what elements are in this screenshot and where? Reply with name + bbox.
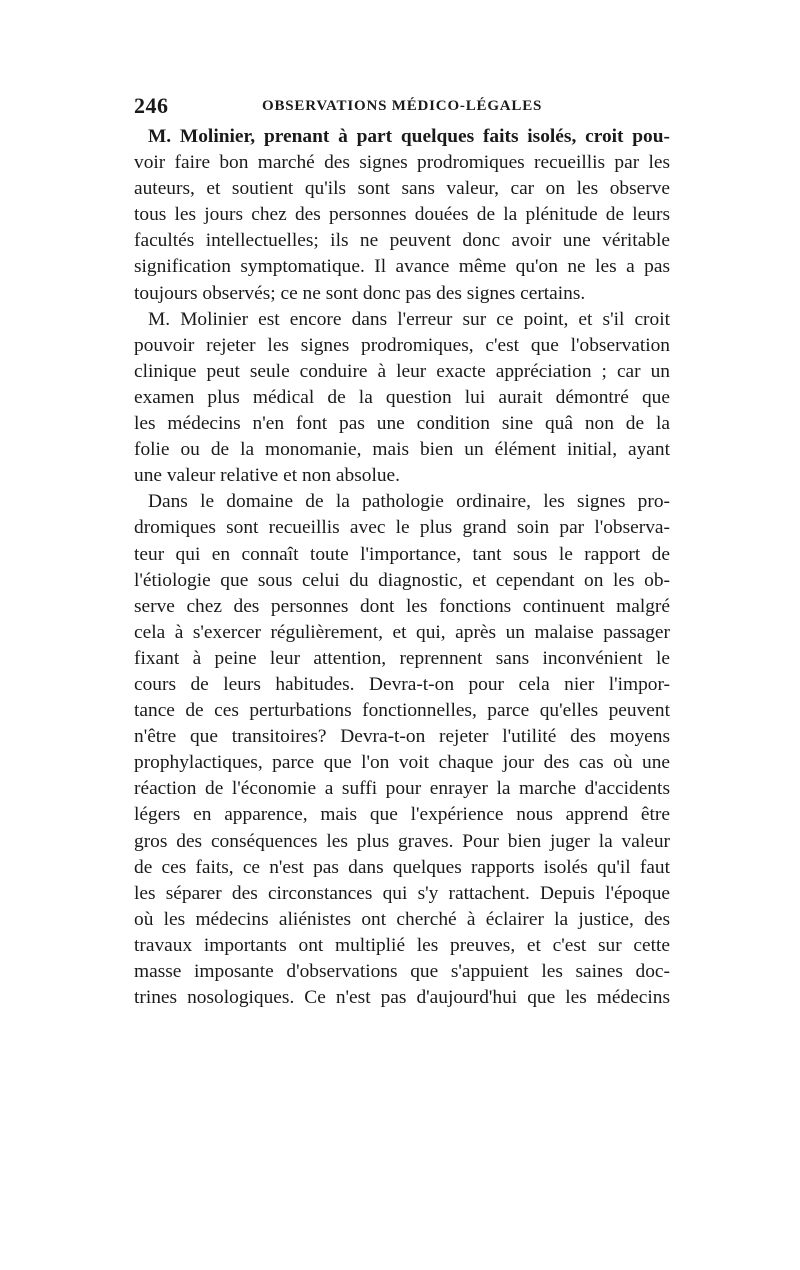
text-line: où les médecins aliénistes ont cherché à éclairer la justice, des [134,908,670,930]
text-line: voir faire bon marché des signes prodromiques recueillis par les [134,152,670,174]
text-line: serve chez des personnes dont les fonctions continuent malgré [134,595,670,617]
text-line: de ces faits, ce n'est pas dans quelques rapports isolés qu'il faut [134,856,670,878]
text-line: M. Molinier, prenant à part quelques faits isolés, croit pou- [148,126,670,147]
text-line: prophylactiques, parce que l'on voit chaque jour des cas où une [134,752,670,774]
text-line: auteurs, et soutient qu'ils sont sans valeur, car on les observe [134,178,670,200]
text-line: facultés intellectuelles; ils ne peuvent donc avoir une véritable [134,230,670,252]
text-line: M. Molinier est encore dans l'erreur sur ce point, et s'il croit [148,308,670,330]
text-line: gros des conséquences les plus graves. Pour bien juger la valeur [134,830,670,852]
text-line: teur qui en connaît toute l'importance, tant sous le rapport de [134,543,670,565]
text-line: travaux importants ont multiplié les preuves, et c'est sur cette [134,934,670,956]
text-line: clinique peut seule conduire à leur exacte appréciation ; car un [134,360,670,382]
text-line: cours de leurs habitudes. Devra-t-on pour cela nier l'impor- [134,673,670,695]
text-line: les médecins n'en font pas une condition sine quâ non de la [134,413,670,435]
text-line: toujours observés; ce ne sont donc pas des signes certains. [134,282,586,304]
text-line: tance de ces perturbations fonctionnelles, parce qu'elles peuvent [134,700,670,722]
text-line: examen plus médical de la question lui aurait démontré que [134,386,670,408]
text-line: une valeur relative et non absolue. [134,465,400,487]
text-line: dromiques sont recueillis avec le plus grand soin par l'observa- [134,517,670,539]
text-line: les séparer des circonstances qui s'y rattachent. Depuis l'époque [134,882,670,904]
body-text [134,124,670,1011]
text-line: n'être que transitoires? Devra-t-on rejeter l'utilité des moyens [134,726,670,748]
text-line: réaction de l'économie a suffi pour enrayer la marche d'accidents [134,778,670,800]
text-line: masse imposante d'observations que s'appuient les saines doc- [134,961,670,982]
page-number: 246 [134,93,169,118]
text-line: l'étiologie que sous celui du diagnostic, et cependant on les ob- [134,569,670,591]
running-title: OBSERVATIONS MÉDICO-LÉGALES [262,98,543,114]
text-line: signification symptomatique. Il avance même qu'on ne les a pas [134,256,670,278]
text-line: cela à s'exercer régulièrement, et qui, après un malaise passager [134,621,670,643]
text-line: folie ou de la monomanie, mais bien un élément initial, ayant [134,439,670,461]
text-line: trines nosologiques. Ce n'est pas d'aujourd'hui que les médecins [134,987,670,1009]
text-line: Dans le domaine de la pathologie ordinaire, les signes pro- [148,491,670,513]
text-line: pouvoir rejeter les signes prodromiques, c'est que l'observation [134,334,670,356]
text-line: fixant à peine leur attention, reprennent sans inconvénient le [134,647,670,669]
running-head [134,93,670,119]
text-line: légers en apparence, mais que l'expérience nous apprend être [134,804,670,826]
text-line: tous les jours chez des personnes douées de la plénitude de leurs [134,204,670,226]
